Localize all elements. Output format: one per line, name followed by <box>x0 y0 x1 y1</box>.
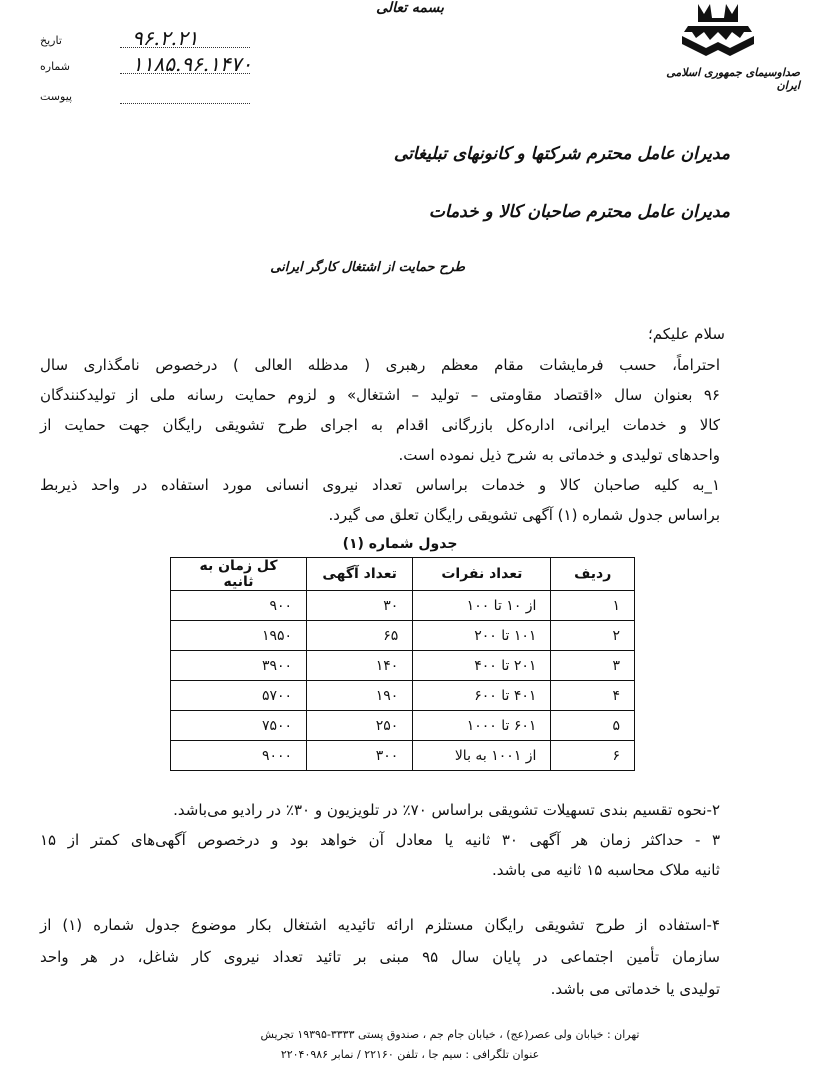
item-4-line-3: تولیدی یا خدماتی می باشد. <box>550 980 720 998</box>
body-line: واحدهای تولیدی و خدماتی به شرح ذیل نموده است. <box>398 446 720 464</box>
cell-total-seconds: ۹۰۰ <box>171 591 307 621</box>
cell-total-seconds: ۹۰۰۰ <box>171 741 307 771</box>
number-field <box>40 52 253 78</box>
cell-staff-count: ۱۰۱ تا ۲۰۰ <box>413 621 551 651</box>
date-value: ۹۶.۲.۲۱ <box>132 26 199 50</box>
emblem-icon <box>668 0 768 60</box>
table-row <box>171 591 635 621</box>
cell-staff-count: ۴۰۱ تا ۶۰۰ <box>413 681 551 711</box>
cell-row-number: ۶ <box>551 741 635 771</box>
attachment-field <box>40 86 250 108</box>
body-line: احتراماً، حسب فرمایشات مقام معظم رهبری ( مدظله العالی ) درخصوص نامگذاری سال <box>40 356 720 374</box>
recipient-line-2: مدیران عامل محترم صاحبان کالا و خدمات <box>428 202 730 222</box>
body-line: براساس جدول شماره (۱) آگهی تشویقی رایگان تعلق می گیرد. <box>328 506 720 524</box>
number-label: شماره <box>40 60 71 73</box>
cell-row-number: ۵ <box>551 711 635 741</box>
cell-row-number: ۲ <box>551 621 635 651</box>
subject-line: طرح حمایت از اشتغال کارگر ایرانی <box>270 260 465 275</box>
body-line: کالا و خدمات ایرانی، اداره‌کل بازرگانی اقدام به اجرای طرح تشویقی رایگان جهت حمایت از <box>40 416 720 434</box>
table-row <box>171 711 635 741</box>
cell-total-seconds: ۳۹۰۰ <box>171 651 307 681</box>
attachment-label: پیوست <box>40 90 73 103</box>
body-line: ۹۶ بعنوان سال «اقتصاد مقاومتی – تولید – اشتغال» و لزوم حمایت رسانه ملی از تولیدکنندگان <box>40 386 720 404</box>
table-row <box>171 681 635 711</box>
table-caption: جدول شماره (۱) <box>342 536 458 552</box>
number-value: ۱۱۸۵.۹۶.۱۴۷۰ <box>132 52 253 76</box>
cell-ad-count: ۳۰۰ <box>307 741 413 771</box>
date-field <box>40 26 250 52</box>
cell-staff-count: ۲۰۱ تا ۴۰۰ <box>413 651 551 681</box>
cell-staff-count: از ۱۰ تا ۱۰۰ <box>413 591 551 621</box>
cell-row-number: ۱ <box>551 591 635 621</box>
col-header-ad-count: تعداد آگهی <box>307 558 413 591</box>
letter-body <box>40 350 720 530</box>
col-header-staff-count: تعداد نفرات <box>413 558 551 591</box>
date-label: تاریخ <box>40 34 62 47</box>
body-line: ۱_به کلیه صاحبان کالا و خدمات براساس تعداد نیروی انسانی مورد استفاده در واحد ذیربط <box>40 476 720 494</box>
cell-total-seconds: ۵۷۰۰ <box>171 681 307 711</box>
col-header-total-seconds: کل زمان به ثانیه <box>171 558 307 591</box>
cell-ad-count: ۶۵ <box>307 621 413 651</box>
item-4-line-2: سازمان تأمین اجتماعی در پایان سال ۹۵ مبنی بر تائید تعداد نیروی کار شاغل، در هر واحد <box>40 948 720 966</box>
cell-row-number: ۴ <box>551 681 635 711</box>
org-logo <box>668 0 768 60</box>
item-4-line-1: ۴-استفاده از طرح تشویقی رایگان مستلزم ارائه تائیدیه اشتغال بکار موضوع جدول شماره (۱) از <box>40 916 720 934</box>
footer-contact: عنوان تلگرافی : سیم جا ، تلفن ۲۲۱۶۰ / نمابر ۲۲۰۴۰۹۸۶ <box>280 1048 540 1061</box>
table-row <box>171 651 635 681</box>
item-2: ۲-نحوه تقسیم بندی تسهیلات تشویقی براساس ۷۰٪ در تلویزیون و ۳۰٪ در رادیو می‌باشد. <box>173 801 720 819</box>
cell-staff-count: ۶۰۱ تا ۱۰۰۰ <box>413 711 551 741</box>
cell-total-seconds: ۱۹۵۰ <box>171 621 307 651</box>
footer-address: تهران : خیابان ولی عصر(عج) ، خیابان جام جم ، صندوق پستی ۳۳۳۳-۱۹۳۹۵ تجریش <box>260 1028 640 1041</box>
cell-staff-count: از ۱۰۰۱ به بالا <box>413 741 551 771</box>
allocation-table <box>170 557 635 771</box>
table-header-row <box>171 558 635 591</box>
col-header-row-number: ردیف <box>551 558 635 591</box>
org-name: صداوسیمای جمهوری اسلامی ایران <box>666 66 800 92</box>
cell-ad-count: ۱۹۰ <box>307 681 413 711</box>
cell-ad-count: ۲۵۰ <box>307 711 413 741</box>
cell-ad-count: ۳۰ <box>307 591 413 621</box>
attachment-dotted-line <box>120 103 250 104</box>
basmala: بسمه تعالی <box>376 0 444 16</box>
table-row <box>171 741 635 771</box>
table-row <box>171 621 635 651</box>
cell-ad-count: ۱۴۰ <box>307 651 413 681</box>
item-3-line-1: ۳ - حداکثر زمان هر آگهی ۳۰ ثانیه یا معادل آن خواهد بود و درخصوص آگهی‌های کمتر از ۱۵ <box>40 831 720 849</box>
greeting: سلام علیکم؛ <box>647 325 725 343</box>
recipient-line-1: مدیران عامل محترم شرکتها و کانونهای تبلیغاتی <box>393 144 730 164</box>
cell-row-number: ۳ <box>551 651 635 681</box>
item-3-line-2: ثانیه ملاک محاسبه ۱۵ ثانیه می باشد. <box>491 861 720 879</box>
cell-total-seconds: ۷۵۰۰ <box>171 711 307 741</box>
